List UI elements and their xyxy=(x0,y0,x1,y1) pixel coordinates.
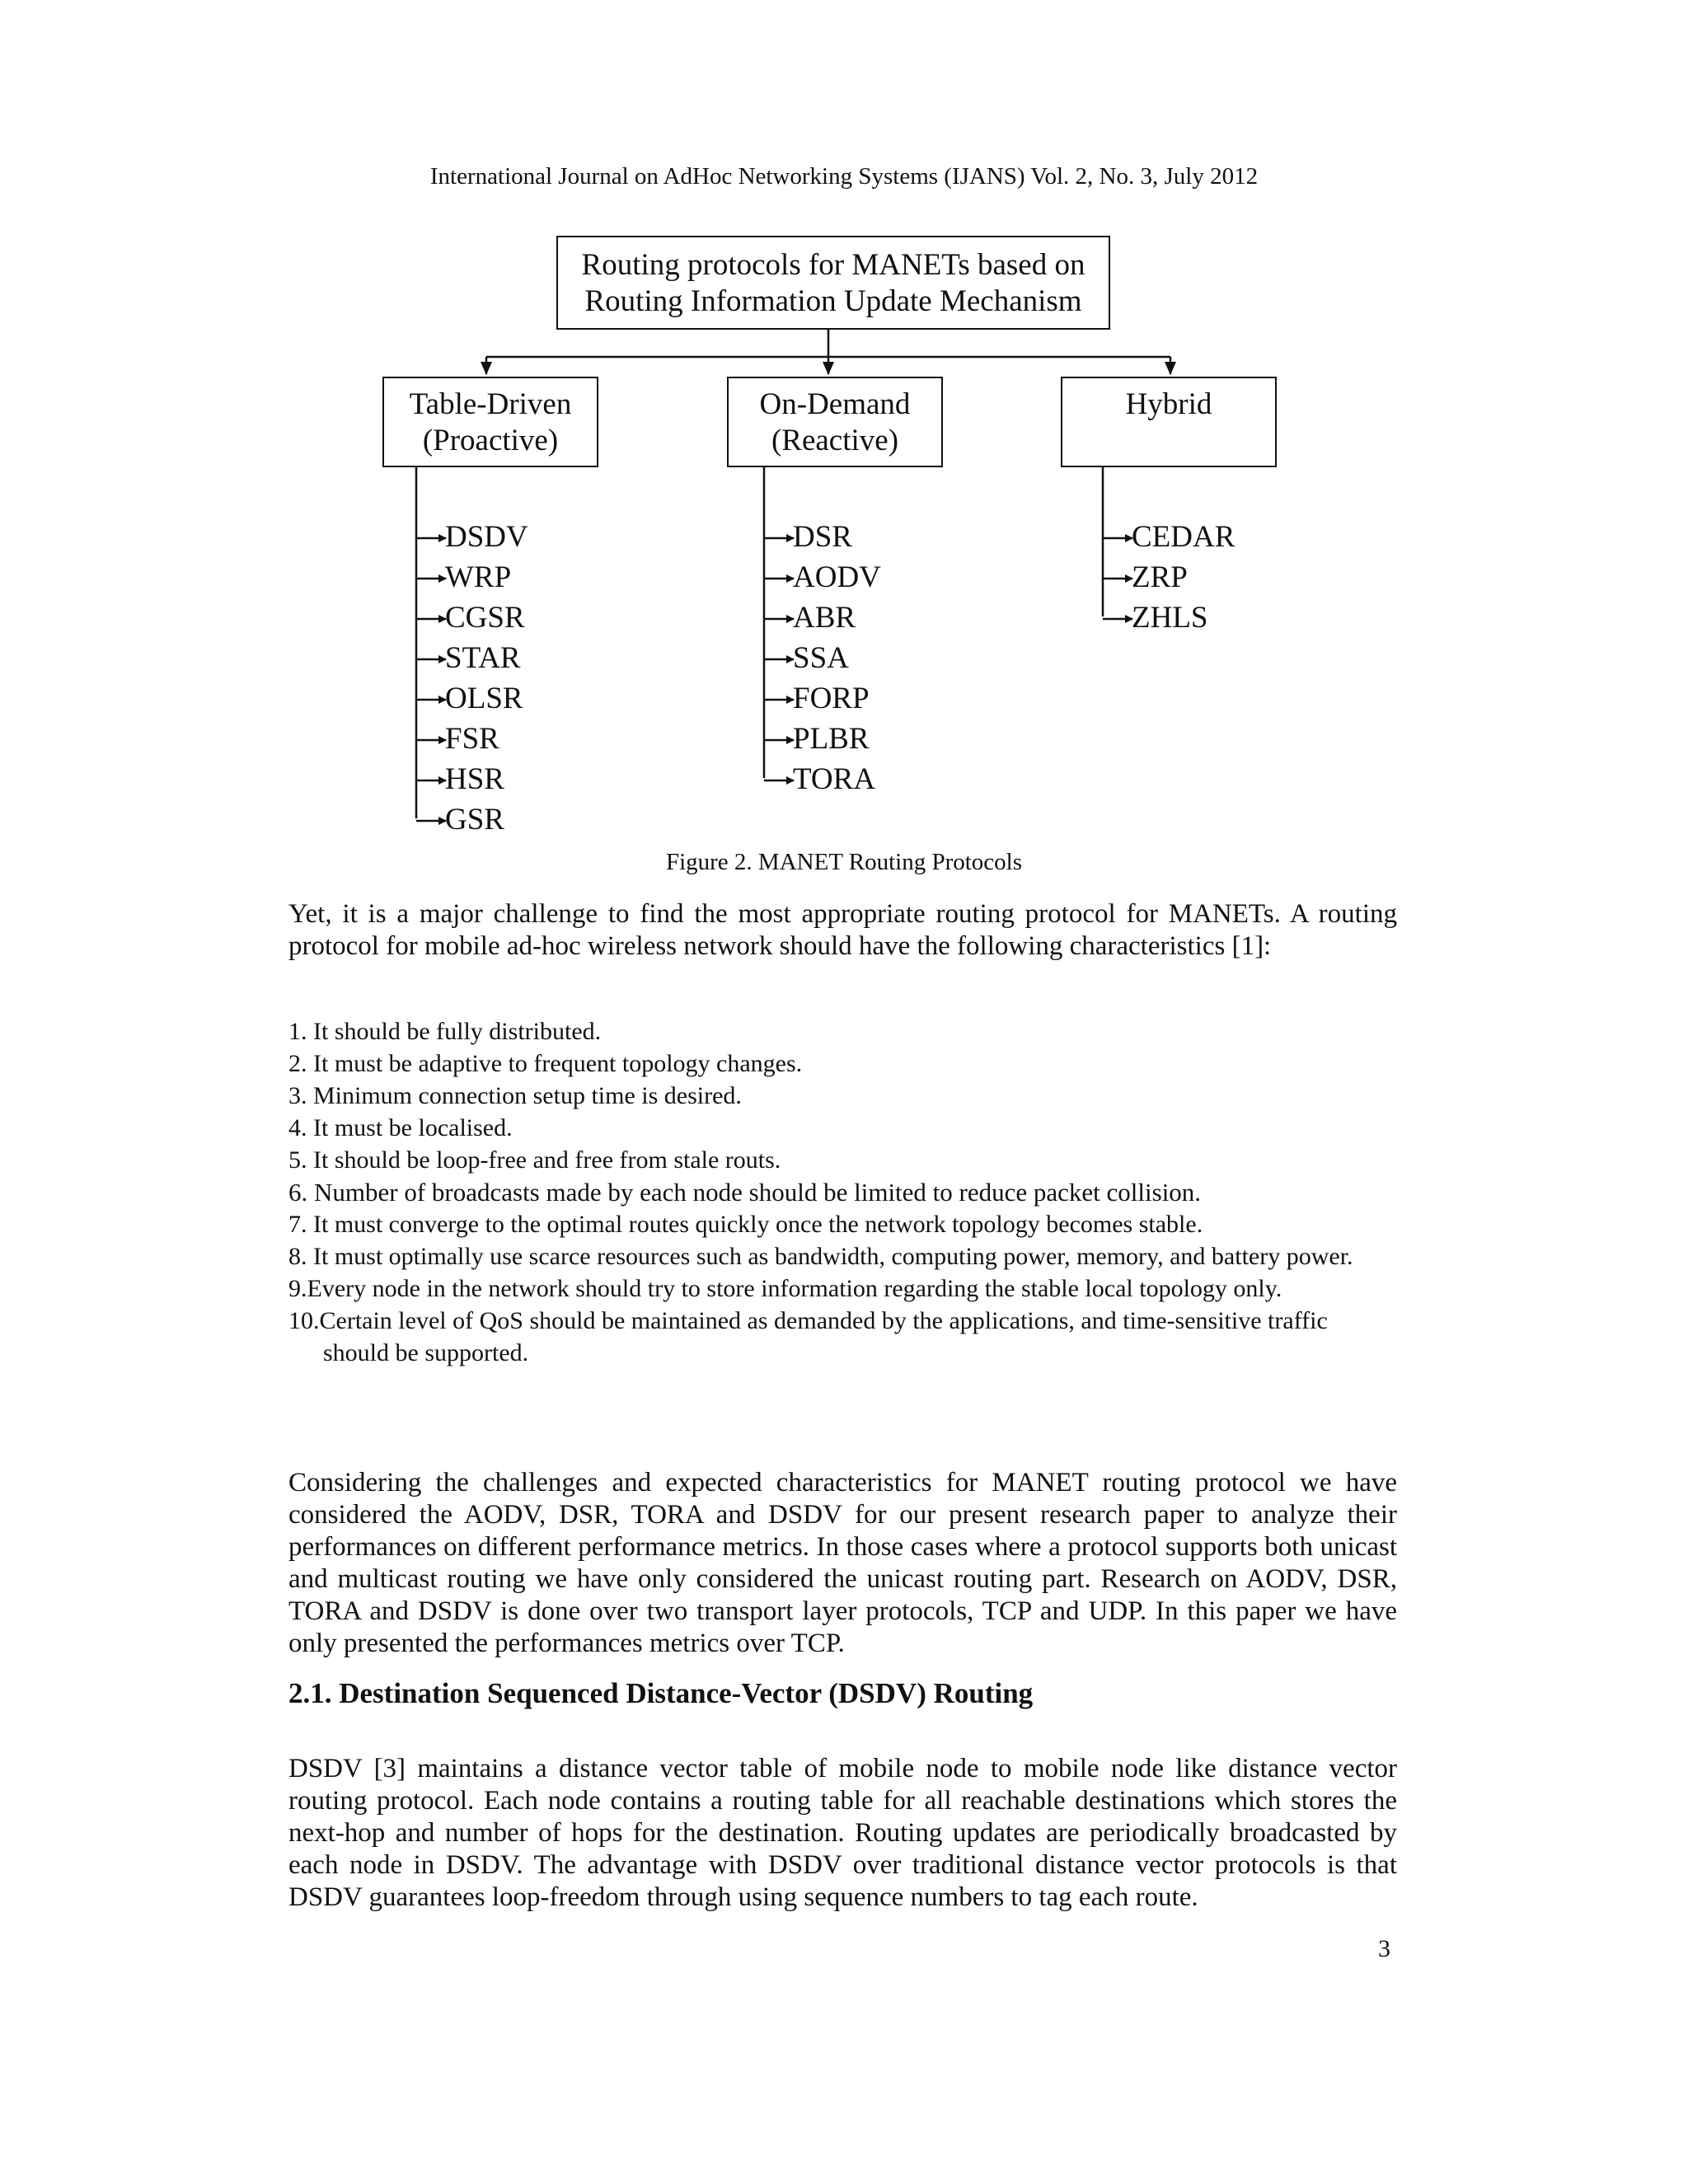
root-box xyxy=(556,236,1110,330)
list-item: 5. It should be loop-free and free from stale routs. xyxy=(288,1146,781,1174)
category-line-2: (Reactive) xyxy=(771,424,899,457)
protocol-label: CEDAR xyxy=(1132,520,1236,554)
protocol-label: SSA xyxy=(793,641,849,675)
category-line-1: Hybrid xyxy=(1125,387,1212,421)
list-item: 9.Every node in the network should try to store information regarding the stable local topology only. xyxy=(288,1275,1282,1302)
protocol-label: HSR xyxy=(445,762,504,796)
protocol-label: DSR xyxy=(793,520,852,554)
protocol-label: WRP xyxy=(445,560,512,594)
protocol-label: OLSR xyxy=(445,682,523,715)
protocol-label: STAR xyxy=(445,641,521,675)
list-item: 2. It must be adaptive to frequent topology changes. xyxy=(288,1050,803,1077)
root-line-2: Routing Information Update Mechanism xyxy=(584,284,1082,318)
category-box-table-driven xyxy=(382,377,598,467)
root-line-1: Routing protocols for MANETs based on xyxy=(581,248,1085,282)
characteristics-list xyxy=(288,1015,1397,1369)
category-line-2: (Proactive) xyxy=(422,424,559,457)
protocol-label: FSR xyxy=(445,722,499,756)
dsdv-paragraph: DSDV [3] maintains a distance vector table of mobile node to mobile node like distance vector routing protocol. Each node contains a routing table for all reachable destinations which stores the next-hop and number of hops for the destination. Routing updates are periodically broadcasted by each node in DSDV. The advantage with DSDV over traditional distance vector protocols is that DSDV guarantees loop-freedom through using sequence numbers to tag each route. xyxy=(288,1754,1397,1912)
category-box-on-demand xyxy=(727,377,943,467)
protocol-label: ZRP xyxy=(1132,560,1188,594)
protocol-label: CGSR xyxy=(445,601,525,635)
protocol-label: GSR xyxy=(445,803,504,837)
list-item: 7. It must converge to the optimal routes quickly once the network topology becomes stable. xyxy=(288,1211,1203,1238)
considering-paragraph: Considering the challenges and expected characteristics for MANET routing protocol we have considered the AODV, DSR, TORA and DSDV for our present research paper to analyze their performances on different performance metrics. In those cases where a protocol supports both unicast and multicast routing we have only considered the unicast routing part. Research on AODV, DSR, TORA and DSDV is done over two transport layer protocols, TCP and UDP. In this paper we have only presented the performances metrics over TCP. xyxy=(288,1468,1397,1658)
figure-caption: Figure 2. MANET Routing Protocols xyxy=(665,849,1023,875)
running-header: International Journal on AdHoc Networking Systems (IJANS) Vol. 2, No. 3, July 2012 xyxy=(429,163,1259,190)
protocol-label: ZHLS xyxy=(1132,601,1208,635)
protocol-label: ABR xyxy=(793,601,856,635)
list-item: 10.Certain level of QoS should be maintained as demanded by the applications, and time-sensitive traffic should be supported. xyxy=(288,1307,1328,1366)
category-line-1: Table-Driven xyxy=(409,387,572,421)
list-item: 8. It must optimally use scarce resources such as bandwidth, computing power, memory, and battery power. xyxy=(288,1243,1353,1270)
category-line-1: On-Demand xyxy=(759,387,911,421)
list-item: 6. Number of broadcasts made by each node should be limited to reduce packet collision. xyxy=(288,1178,1202,1207)
protocol-label: FORP xyxy=(793,682,870,715)
list-item: 3. Minimum connection setup time is desired. xyxy=(288,1082,742,1109)
list-item: 1. It should be fully distributed. xyxy=(288,1018,602,1045)
list-item: 4. It must be localised. xyxy=(288,1114,513,1141)
section-heading: 2.1. Destination Sequenced Distance-Vector (DSDV) Routing xyxy=(288,1677,1034,1709)
category-box-hybrid xyxy=(1061,377,1277,467)
protocol-label: DSDV xyxy=(445,520,528,554)
protocol-label: PLBR xyxy=(793,722,870,756)
intro-paragraph: Yet, it is a major challenge to find the most appropriate routing protocol for MANETs. A routing protocol for mobile ad-hoc wireless network should have the following characteristics [1]: xyxy=(288,899,1397,961)
protocol-label: AODV xyxy=(793,560,881,594)
page-number: 3 xyxy=(1378,1935,1390,1962)
protocol-label: TORA xyxy=(793,762,876,796)
